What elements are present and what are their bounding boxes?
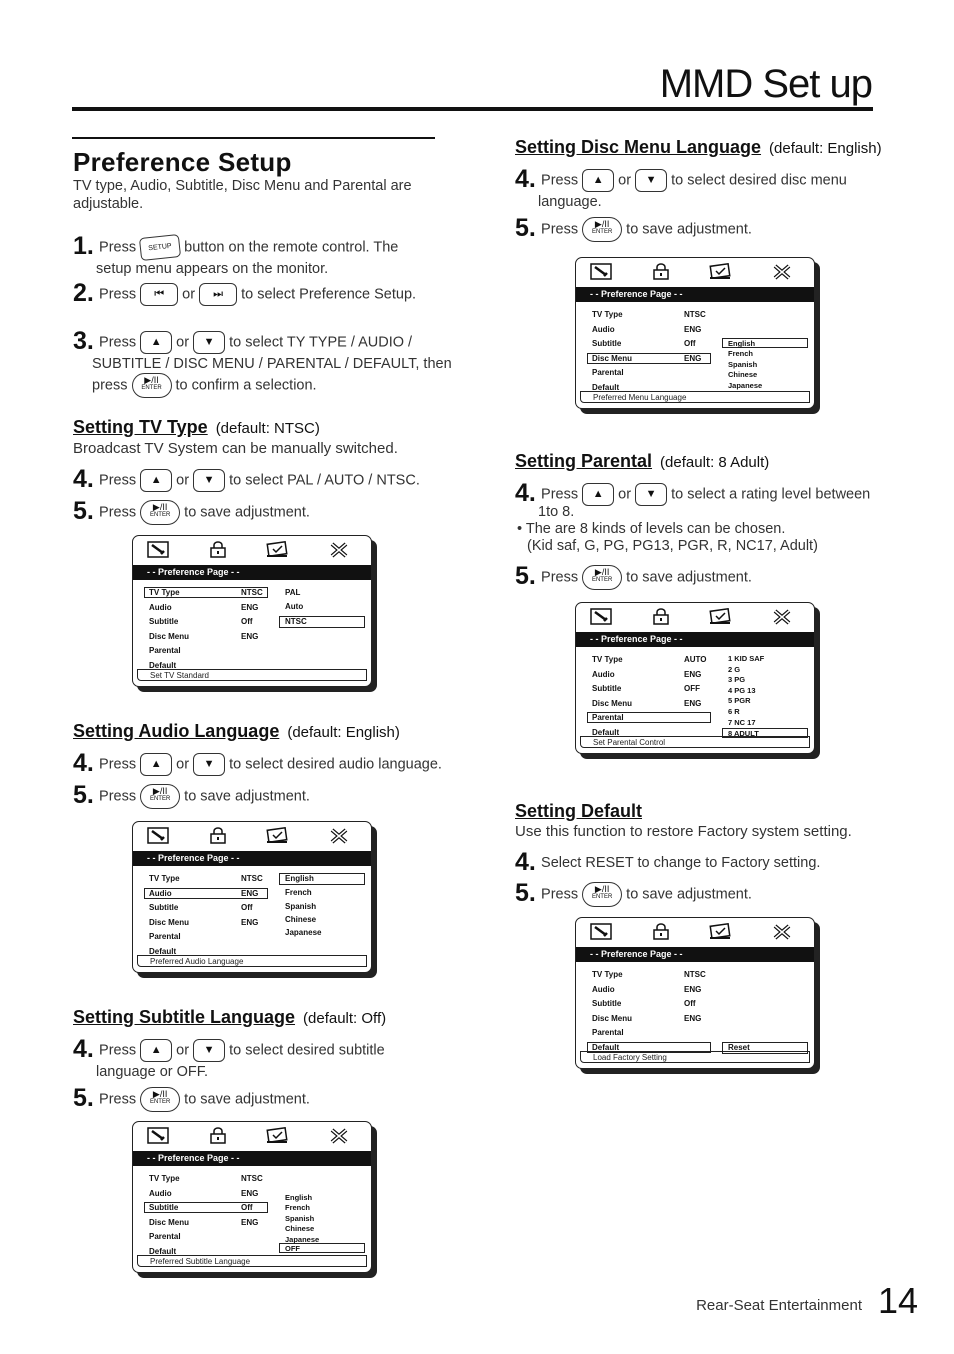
page-title: MMD Set up — [659, 62, 872, 106]
menu-row-label[interactable]: Parental — [149, 1232, 181, 1241]
menu-row-value: Off — [241, 617, 253, 626]
step-1-cont: setup menu appears on the monitor. — [96, 261, 329, 277]
menu-row-value: ENG — [684, 354, 702, 363]
enter-button-icon: ▶/II ENTER — [140, 1087, 180, 1112]
menu-row-value: ENG — [684, 699, 702, 708]
tv-type-heading: Setting TV Type (default: NTSC) — [73, 417, 320, 437]
parental-note-2: (Kid saf, G, PG, PG13, PGR, R, NC17, Adult) — [527, 538, 818, 554]
down-button-icon: ▼ — [193, 331, 225, 354]
section-rule — [72, 137, 435, 139]
tv-icon — [266, 1127, 288, 1144]
menu-row-label[interactable]: Subtitle — [149, 903, 179, 912]
menu-row-label[interactable]: Default — [592, 1043, 620, 1052]
intro-line-2: adjustable. — [73, 196, 144, 212]
menu-row-value: NTSC — [241, 1174, 263, 1183]
default-step-5: 5. Press ▶/II ENTER to save adjustment. — [515, 879, 752, 908]
tv-icon — [266, 827, 288, 844]
menu-option[interactable]: Chinese — [285, 1224, 315, 1233]
subtitle-step-5: 5. Press ▶/II ENTER to save adjustment. — [73, 1084, 310, 1113]
menu-row-label[interactable]: Subtitle — [149, 617, 179, 626]
menu-row-label[interactable]: Disc Menu — [149, 1218, 190, 1227]
prev-button-icon: ⏮ — [140, 283, 178, 306]
step-text: press — [92, 377, 128, 394]
menu-row-label[interactable]: Parental — [592, 713, 624, 722]
menu-row-value: NTSC — [241, 874, 263, 883]
menu-row-value: NTSC — [684, 970, 706, 979]
enter-button-icon: ▶/II ENTER — [582, 565, 622, 590]
menu-row-label[interactable]: Parental — [592, 368, 624, 377]
menu-row-value: ENG — [684, 985, 702, 994]
tv-type-desc: Broadcast TV System can be manually switched. — [73, 440, 398, 457]
menu-footer-hint: Preferred Menu Language — [580, 391, 810, 403]
menu-title-bar: - - Preference Page - - — [576, 632, 814, 647]
menu-row-label[interactable]: Audio — [149, 1189, 172, 1198]
enter-button-icon: ▶/II ENTER — [132, 373, 172, 398]
step-text: to select Preference Setup. — [241, 286, 417, 303]
tv-icon — [709, 608, 731, 625]
menu-option[interactable]: French — [285, 1203, 311, 1212]
menu-row-label[interactable]: Audio — [592, 325, 615, 334]
tv-icon — [266, 541, 288, 558]
setup-button-icon: SETUP — [139, 234, 181, 261]
menu-title-bar: - - Preference Page - - — [576, 947, 814, 962]
menu-row-value: ENG — [241, 632, 259, 641]
menu-option[interactable]: Spanish — [728, 360, 758, 369]
menu-footer-hint: Set Parental Control — [580, 736, 810, 748]
menu-row-label[interactable]: Parental — [149, 932, 181, 941]
parental-default: (default: 8 Adult) — [660, 454, 770, 471]
disc-menu-heading: Setting Disc Menu Language (default: English) — [515, 137, 882, 157]
menu-row-label[interactable]: Default — [149, 947, 177, 956]
menu-title-bar: - - Preference Page - - — [133, 851, 371, 866]
step-text: to confirm a selection. — [175, 377, 317, 394]
subtitle-step-4-cont: language or OFF. — [96, 1064, 209, 1080]
menu-option[interactable]: Spanish — [285, 1214, 315, 1223]
lock-icon — [207, 827, 229, 844]
menu-row-label[interactable]: Default — [149, 661, 177, 670]
step-3-cont2 — [92, 373, 317, 398]
step-text: Press — [99, 286, 137, 303]
default-step-4: 4. Select RESET to change to Factory setting. — [515, 848, 821, 876]
menu-row-label[interactable]: Default — [592, 383, 620, 392]
parental-heading: Setting Parental (default: 8 Adult) — [515, 451, 770, 471]
menu-row-value: NTSC — [241, 588, 263, 597]
parental-step-5: 5. Press ▶/II ENTER to save adjustment. — [515, 562, 752, 591]
subtitle-default: (default: Off) — [303, 1010, 387, 1027]
lock-icon — [650, 923, 672, 940]
menu-row-value: ENG — [241, 1189, 259, 1198]
menu-footer-hint: Load Factory Setting — [580, 1051, 810, 1063]
step-text: button on the remote control. The — [184, 239, 399, 256]
tv-icon — [709, 263, 731, 280]
up-button-icon: ▲ — [140, 1039, 172, 1062]
menu-row-value: ENG — [684, 670, 702, 679]
menu-option[interactable]: 1 KID SAF — [728, 654, 765, 663]
or-text: or — [182, 286, 196, 303]
step-text: to select TY TYPE / AUDIO / — [229, 334, 413, 351]
menu-footer-hint: Preferred Subtitle Language — [137, 1255, 367, 1267]
default-heading: Setting Default — [515, 801, 643, 821]
subtitle-step-4: 4. Press ▲ or ▼ to select desired subtitle — [73, 1035, 385, 1064]
menu-row-label[interactable]: TV Type — [592, 655, 623, 664]
menu-option[interactable]: 3 PG — [728, 675, 746, 684]
lock-icon — [650, 608, 672, 625]
wrench-icon — [147, 541, 169, 558]
menu-row-label[interactable]: TV Type — [592, 970, 623, 979]
menu-row-value: ENG — [241, 918, 259, 927]
menu-footer-hint: Preferred Audio Language — [137, 955, 367, 967]
menu-row-value: Off — [241, 903, 253, 912]
enter-button-icon: ▶/II ENTER — [582, 217, 622, 242]
menu-row-label[interactable]: TV Type — [149, 874, 180, 883]
up-button-icon: ▲ — [140, 469, 172, 492]
menu-row-label[interactable]: Subtitle — [149, 1203, 179, 1212]
or-text: or — [176, 334, 190, 351]
menu-title-bar: - - Preference Page - - — [133, 1151, 371, 1166]
menu-option[interactable]: French — [728, 349, 754, 358]
osd-disc-menu — [575, 257, 815, 409]
menu-option[interactable]: NTSC — [285, 617, 307, 626]
menu-option[interactable]: Spanish — [285, 902, 317, 911]
disc-step-4: 4. Press ▲ or ▼ to select desired disc menu — [515, 165, 847, 194]
menu-row-value: OFF — [684, 684, 700, 693]
parental-step-4-cont: 1to 8. — [538, 504, 575, 520]
menu-title-bar: - - Preference Page - - — [133, 565, 371, 580]
menu-option[interactable]: 8 ADULT — [728, 729, 759, 738]
default-desc: Use this function to restore Factory system setting. — [515, 823, 852, 840]
menu-row-value: ENG — [241, 889, 259, 898]
wrench-icon — [590, 608, 612, 625]
audio-heading: Setting Audio Language (default: English) — [73, 721, 400, 741]
menu-row-label[interactable]: Audio — [149, 603, 172, 612]
tv-step-4: 4. Press ▲ or ▼ to select PAL / AUTO / NTSC. — [73, 465, 420, 494]
step-number: 2. — [73, 279, 94, 308]
tv-step-5: 5. Press ▶/II ENTER to save adjustment. — [73, 497, 310, 526]
tv-icon — [709, 923, 731, 940]
exit-icon — [328, 827, 350, 844]
audio-step-4: 4. Press ▲ or ▼ to select desired audio language. — [73, 749, 442, 778]
menu-row-label[interactable]: Audio — [149, 889, 172, 898]
disc-menu-default: (default: English) — [769, 140, 882, 157]
menu-row-label[interactable]: TV Type — [149, 588, 180, 597]
menu-row-value: Off — [684, 339, 696, 348]
audio-default: (default: English) — [287, 724, 400, 741]
menu-option[interactable]: 5 PGR — [728, 696, 751, 705]
menu-row-value: NTSC — [684, 310, 706, 319]
menu-option[interactable]: Chinese — [728, 370, 758, 379]
step-number: 3. — [73, 327, 94, 356]
osd-parental — [575, 602, 815, 754]
up-button-icon: ▲ — [582, 483, 614, 506]
menu-row-value: Off — [684, 999, 696, 1008]
tv-type-default: (default: NTSC) — [215, 420, 320, 437]
menu-option[interactable]: Chinese — [285, 915, 317, 924]
menu-row-label[interactable]: TV Type — [592, 310, 623, 319]
exit-icon — [771, 263, 793, 280]
menu-row-label[interactable]: Disc Menu — [149, 632, 190, 641]
page-number: 14 — [877, 1280, 918, 1321]
menu-row-value: ENG — [241, 1218, 259, 1227]
menu-option[interactable]: English — [285, 1193, 313, 1202]
up-button-icon: ▲ — [140, 331, 172, 354]
menu-row-value: AUTO — [684, 655, 707, 664]
exit-icon — [328, 541, 350, 558]
down-button-icon: ▼ — [635, 169, 667, 192]
header-rule — [72, 107, 873, 111]
menu-option[interactable]: OFF — [285, 1244, 300, 1253]
down-button-icon: ▼ — [635, 483, 667, 506]
menu-option[interactable]: English — [285, 874, 314, 883]
menu-title-bar: - - Preference Page - - — [576, 287, 814, 302]
enter-button-icon: ▶/II ENTER — [140, 500, 180, 525]
wrench-icon — [590, 263, 612, 280]
menu-option[interactable]: Auto — [285, 602, 304, 611]
step-text: Press — [99, 239, 137, 256]
disc-step-5: 5. Press ▶/II ENTER to save adjustment. — [515, 214, 752, 243]
menu-row-label[interactable]: Default — [592, 728, 620, 737]
down-button-icon: ▼ — [193, 469, 225, 492]
audio-step-5: 5. Press ▶/II ENTER to save adjustment. — [73, 781, 310, 810]
menu-row-label[interactable]: Disc Menu — [592, 354, 633, 363]
menu-row-label[interactable]: Disc Menu — [592, 1014, 633, 1023]
menu-option[interactable]: Japanese — [285, 928, 322, 937]
menu-row-label[interactable]: Parental — [592, 1028, 624, 1037]
osd-audio — [132, 821, 372, 973]
osd-tv-type — [132, 535, 372, 687]
menu-option[interactable]: Japanese — [728, 381, 763, 390]
menu-row-label[interactable]: Subtitle — [592, 684, 622, 693]
menu-option[interactable]: 2 G — [728, 665, 741, 674]
subtitle-heading: Setting Subtitle Language (default: Off) — [73, 1007, 387, 1027]
menu-row-value: Off — [241, 1203, 253, 1212]
menu-row-label[interactable]: Subtitle — [592, 999, 622, 1008]
exit-icon — [771, 608, 793, 625]
menu-row-label[interactable]: Subtitle — [592, 339, 622, 348]
menu-option[interactable]: French — [285, 888, 312, 897]
step-text: Press — [99, 334, 137, 351]
section-title: Preference Setup — [73, 147, 292, 177]
menu-option[interactable]: 7 NC 17 — [728, 718, 756, 727]
menu-row-label[interactable]: Parental — [149, 646, 181, 655]
intro-line-1: TV type, Audio, Subtitle, Disc Menu and Parental are — [73, 178, 412, 194]
lock-icon — [650, 263, 672, 280]
osd-subtitle — [132, 1121, 372, 1273]
exit-icon — [328, 1127, 350, 1144]
step-2 — [73, 279, 417, 308]
next-button-icon: ⏭ — [199, 283, 237, 306]
lock-icon — [207, 1127, 229, 1144]
menu-option[interactable]: Reset — [728, 1043, 750, 1052]
menu-footer-hint: Set TV Standard — [137, 669, 367, 681]
menu-option[interactable]: English — [728, 339, 756, 348]
wrench-icon — [147, 1127, 169, 1144]
lock-icon — [207, 541, 229, 558]
disc-step-4-cont: language. — [538, 194, 602, 210]
parental-note-1: • The are 8 kinds of levels can be chosen. — [517, 521, 786, 537]
step-number: 1. — [73, 232, 94, 261]
menu-row-label[interactable]: Disc Menu — [149, 918, 190, 927]
exit-icon — [771, 923, 793, 940]
menu-row-label[interactable]: Audio — [592, 985, 615, 994]
osd-default — [575, 917, 815, 1069]
menu-option[interactable]: PAL — [285, 588, 301, 597]
menu-row-label[interactable]: Audio — [592, 670, 615, 679]
up-button-icon: ▲ — [140, 753, 172, 776]
parental-step-4: 4. Press ▲ or ▼ to select a rating level between — [515, 479, 871, 508]
menu-row-value: ENG — [241, 603, 259, 612]
menu-row-value: ENG — [684, 1014, 702, 1023]
menu-row-value: ENG — [684, 325, 702, 334]
step-1 — [73, 232, 399, 261]
wrench-icon — [590, 923, 612, 940]
step-3 — [73, 327, 413, 356]
up-button-icon: ▲ — [582, 169, 614, 192]
enter-button-icon: ▶/II ENTER — [582, 882, 622, 907]
step-3-cont: SUBTITLE / DISC MENU / PARENTAL / DEFAULT, then — [92, 356, 452, 372]
footer-text: Rear-Seat Entertainment — [696, 1297, 862, 1314]
menu-row-label[interactable]: TV Type — [149, 1174, 180, 1183]
down-button-icon: ▼ — [193, 753, 225, 776]
menu-row-label[interactable]: Disc Menu — [592, 699, 633, 708]
menu-option[interactable]: 6 R — [728, 707, 740, 716]
enter-button-icon: ▶/II ENTER — [140, 784, 180, 809]
menu-option[interactable]: Japanese — [285, 1235, 320, 1244]
menu-option[interactable]: 4 PG 13 — [728, 686, 756, 695]
wrench-icon — [147, 827, 169, 844]
menu-row-label[interactable]: Default — [149, 1247, 177, 1256]
down-button-icon: ▼ — [193, 1039, 225, 1062]
